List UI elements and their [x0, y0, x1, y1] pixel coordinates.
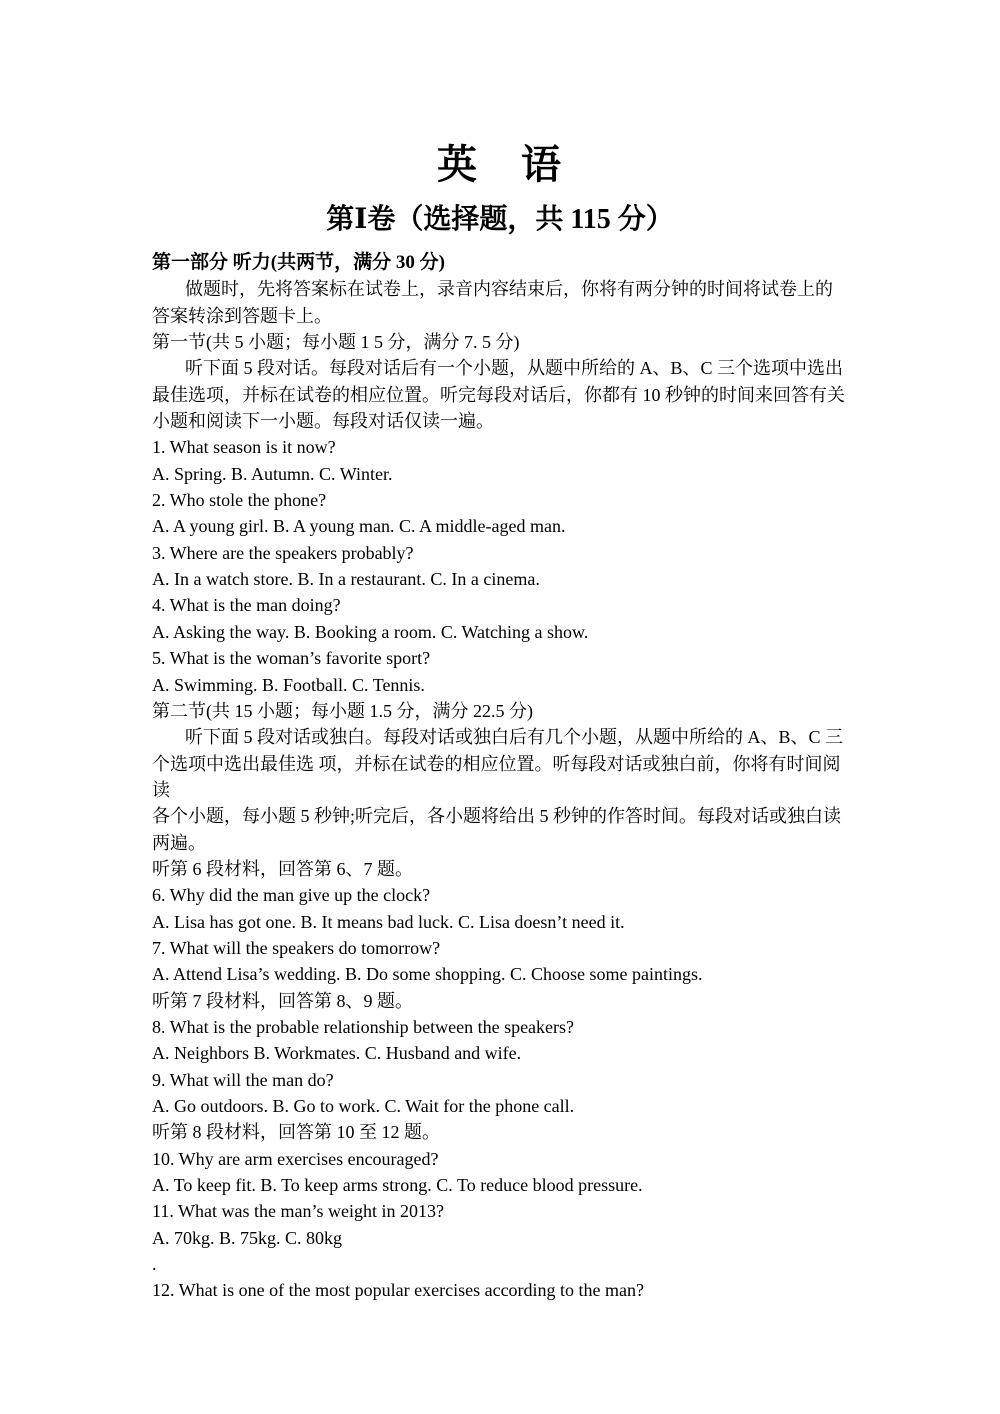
document-line: A. Asking the way. B. Booking a room. C. Watching a show. [152, 621, 589, 642]
document-line: 6. Why did the man give up the clock? [152, 885, 431, 906]
document-line: 第二节(共 15 小题；每小题 1.5 分，满分 22.5 分) [152, 700, 533, 721]
document-line: 听第 6 段材料，回答第 6、7 题。 [152, 858, 413, 879]
document-line: 8. What is the probable relationship between the speakers? [152, 1016, 575, 1037]
document-line: A. A young girl. B. A young man. C. A middle-aged man. [152, 516, 566, 537]
document-line: 1. What season is it now? [152, 437, 336, 458]
document-line: A. Attend Lisa’s wedding. B. Do some shopping. C. Choose some paintings. [152, 964, 703, 985]
document-line: A. Spring. B. Autumn. C. Winter. [152, 463, 393, 484]
document-line: 9. What will the man do? [152, 1069, 334, 1090]
document-line: 各个小题，每小题 5 秒钟;听完后，各小题将给出 5 秒钟的作答时间。每段对话或独白读 [152, 806, 841, 827]
document-line: 4. What is the man doing? [152, 595, 341, 616]
document-line: 两遍。 [152, 832, 206, 853]
document-body [152, 250, 852, 1304]
document-line: 听下面 5 段对话或独白。每段对话或独白后有几个小题，从题中所给的 A、B、C 三 [185, 727, 844, 748]
document-line: 小题和阅读下一小题。每段对话仅读一遍。 [152, 411, 494, 432]
document-line: A. Lisa has got one. B. It means bad luck. C. Lisa doesn’t need it. [152, 911, 625, 932]
document-line: A. Go outdoors. B. Go to work. C. Wait for the phone call. [152, 1096, 575, 1116]
document-line: 3. Where are the speakers probably? [152, 542, 414, 563]
document-line: 最佳选项，并标在试卷的相应位置。听完每段对话后，你都有 10 秒钟的时间来回答有关 [152, 384, 845, 405]
document-line: . [152, 1254, 157, 1275]
document-line: 10. Why are arm exercises encouraged? [152, 1148, 439, 1169]
document-line: A. Neighbors B. Workmates. C. Husband and wife. [152, 1043, 522, 1064]
document-line: 听下面 5 段对话。每段对话后有一个小题，从题中所给的 A、B、C 三个选项中选出 [185, 358, 844, 379]
document-line: 7. What will the speakers do tomorrow? [152, 937, 441, 958]
document-line: A. To keep fit. B. To keep arms strong. C. To reduce blood pressure. [152, 1175, 643, 1196]
document-line: 答案转涂到答题卡上。 [152, 305, 332, 326]
document-line: 听第 8 段材料，回答第 10 至 12 题。 [152, 1122, 440, 1143]
document-line: 5. What is the woman’s favorite sport? [152, 648, 431, 669]
page-title: 英 语 [437, 142, 563, 187]
document-line: 第一部分 听力(共两节，满分 30 分) [152, 252, 445, 273]
document-line: A. Swimming. B. Football. C. Tennis. [152, 674, 425, 695]
document-line: 个选项中选出最佳选 项，并标在试卷的相应位置。听每段对话或独白前，你将有时间阅读 [152, 753, 841, 800]
document-line: 2. Who stole the phone? [152, 490, 327, 511]
document-line: 12. What is one of the most popular exercises according to the man? [152, 1280, 645, 1301]
document-line: A. In a watch store. B. In a restaurant. C. In a cinema. [152, 569, 540, 590]
document-line: 做题时，先将答案标在试卷上，录音内容结束后，你将有两分钟的时间将试卷上的 [185, 279, 833, 300]
document-line: 11. What was the man’s weight in 2013? [152, 1201, 444, 1222]
document-line: 听第 7 段材料，回答第 8、9 题。 [152, 990, 413, 1011]
document-line: 第一节(共 5 小题；每小题 1 5 分，满分 7. 5 分) [152, 332, 520, 353]
document-line: A. 70kg. B. 75kg. C. 80kg [152, 1227, 343, 1248]
page-subtitle: 第Ⅰ卷（选择题，共 115 分） [326, 204, 674, 235]
